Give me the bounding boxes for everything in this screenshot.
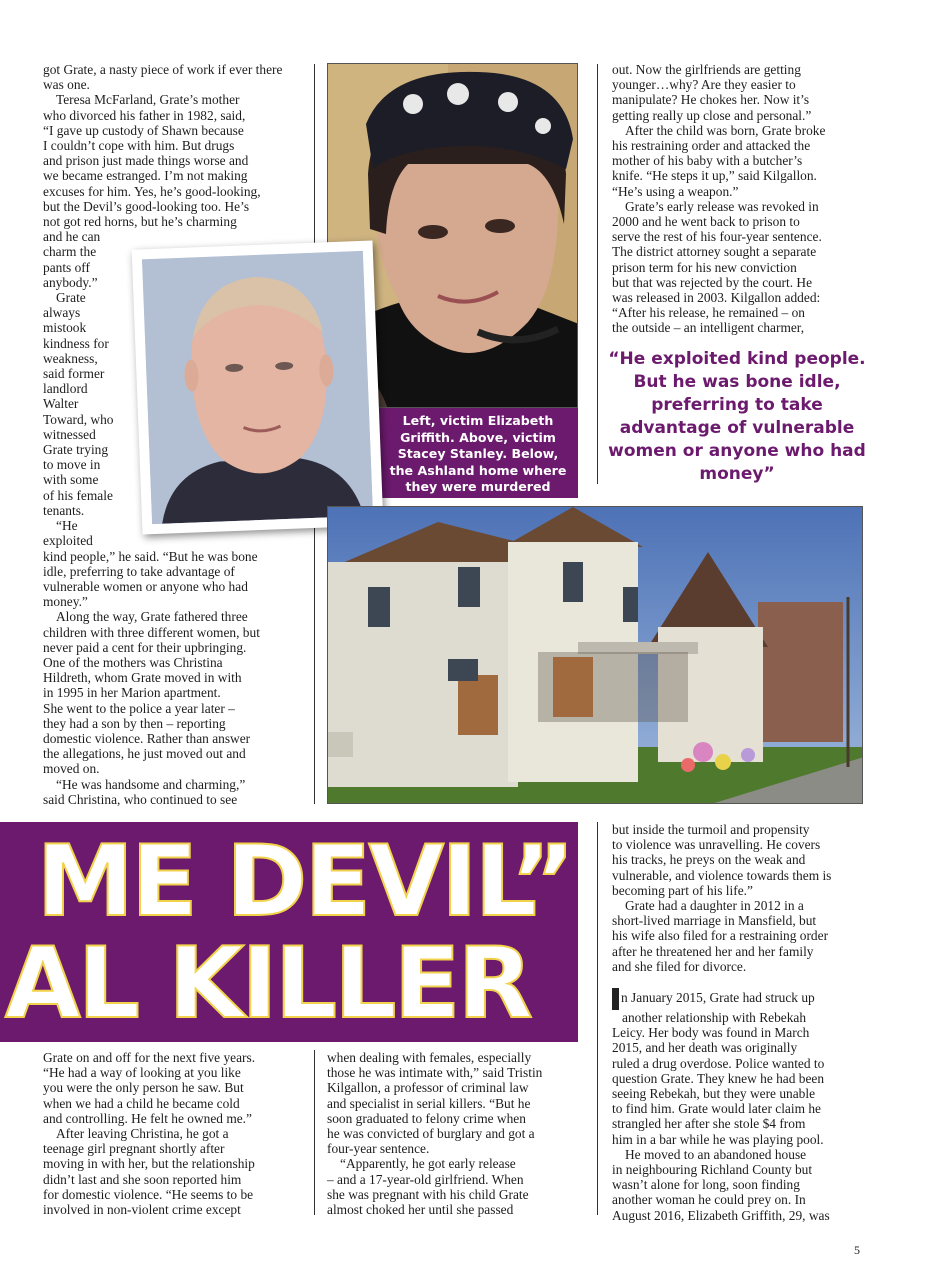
text-line: when we had a child he became cold	[43, 1095, 240, 1111]
text-line: never paid a cent for their upbringing.	[43, 639, 247, 655]
text-line: After leaving Christina, he got a	[56, 1126, 229, 1142]
pull-quote: “He exploited kind people. But he was bone idle, preferring to take advantage of vulnerable women or anyone who had money”	[608, 349, 866, 484]
text-line: charm the	[43, 244, 97, 260]
text-line: 2000 and he went back to prison to	[612, 214, 800, 230]
column-rule	[314, 1050, 315, 1215]
text-line: and she filed for divorce.	[612, 958, 747, 974]
text-line: Leicy. Her body was found in March	[612, 1025, 810, 1041]
text-line: involved in non-violent crime except	[43, 1202, 241, 1218]
text-line: another relationship with Rebekah	[622, 1010, 807, 1026]
text-line: Grate had a daughter in 2012 in a	[625, 898, 804, 914]
text-line: manipulate? He chokes her. Now it’s	[612, 92, 810, 108]
column-rule	[597, 822, 598, 1215]
headline-banner	[0, 822, 578, 1042]
text-line: excuses for him. Yes, he’s good-looking,	[43, 183, 261, 199]
text-line: Along the way, Grate fathered three	[56, 609, 248, 625]
text-line: the allegations, he just moved out and	[43, 746, 246, 762]
text-line: “He	[56, 518, 78, 534]
text-line: landlord	[43, 381, 88, 397]
text-line: “I gave up custody of Shawn because	[43, 122, 244, 138]
text-line: to violence was unravelling. He covers	[612, 837, 821, 853]
text-line: Grate’s early release was revoked in	[625, 198, 819, 214]
text-line: She went to the police a year later –	[43, 700, 235, 716]
text-line: of his female	[43, 487, 113, 503]
text-line: vulnerable, and violence towards them is	[612, 867, 832, 883]
text-line: money.”	[43, 594, 88, 610]
man-portrait-illustration	[142, 251, 373, 524]
text-line: serve the rest of his four-year sentence.	[612, 229, 822, 245]
text-line: weakness,	[43, 350, 98, 366]
text-line: another woman he could prey on. In	[612, 1192, 806, 1208]
article-column-3-top	[612, 62, 872, 336]
text-line: not got red horns, but he’s charming	[43, 214, 237, 230]
text-line: After the child was born, Grate broke	[625, 122, 826, 138]
text-line: his restraining order and attacked the	[612, 138, 811, 154]
text-line: got Grate, a nasty piece of work if ever there was one.	[43, 62, 283, 93]
text-line: becoming part of his life.”	[612, 882, 753, 898]
text-line	[612, 988, 874, 1010]
text-line: Grate	[56, 290, 86, 306]
text-line: Kilgallon, a professor of criminal law	[327, 1080, 529, 1096]
text-line: getting really up close and personal.”	[612, 107, 812, 123]
text-line: children with three different women, but	[43, 624, 260, 640]
text-line: the outside – an intelligent charmer,	[612, 320, 805, 336]
text-line: always	[43, 305, 81, 321]
text-line: One of the mothers was Christina	[43, 654, 223, 670]
text-line: Walter	[43, 396, 79, 412]
text-line: she was pregnant with his child Grate	[327, 1186, 529, 1202]
text-line: kindness for	[43, 335, 109, 351]
text-line: witnessed	[43, 426, 96, 442]
text-line: – and a 17-year-old girlfriend. When	[327, 1171, 524, 1187]
drop-cap-i	[612, 988, 619, 1010]
text-line: to move in	[43, 457, 101, 473]
text-line: with some	[43, 472, 99, 488]
grate-mugshot-frame	[132, 240, 384, 534]
headline-line-2: AL KILLER	[4, 927, 530, 1041]
text-line: Grate trying	[43, 442, 109, 458]
text-line: 2015, and her death was originally	[612, 1040, 798, 1056]
text-line: moving in with her, but the relationship	[43, 1156, 255, 1172]
text-line: Teresa McFarland, Grate’s mother	[56, 92, 240, 108]
text-line: in neighbouring Richland County but	[612, 1162, 813, 1178]
text-line: moved on.	[43, 761, 100, 777]
text-line: they had a son by then – reporting	[43, 715, 226, 731]
text-line: didn’t last and she soon reported him	[43, 1171, 242, 1187]
text-line: “He had a way of looking at you like	[43, 1065, 241, 1081]
text-line: after he threatened her and her family	[612, 943, 814, 959]
text-line: kind people,” he said. “But he was bone	[43, 548, 258, 564]
text-line: teenage girl pregnant shortly after	[43, 1141, 225, 1157]
text-line: you were the only person he saw. But	[43, 1080, 244, 1096]
text-line: in 1995 in her Marion apartment.	[43, 685, 221, 701]
text-line: him in a bar while he was playing pool.	[612, 1131, 824, 1147]
text-line: idle, preferring to take advantage of	[43, 563, 235, 579]
grate-mugshot	[142, 251, 373, 524]
text-line: short-lived marriage in Mansfield, but	[612, 913, 817, 929]
column-rule	[597, 64, 598, 484]
text-line: exploited	[43, 533, 93, 549]
text-line: tenants.	[43, 502, 85, 518]
text-line: “Apparently, he got early release	[340, 1156, 516, 1172]
text-line: said former	[43, 366, 105, 382]
text-line: wasn’t alone for long, soon finding	[612, 1177, 800, 1193]
text-line: four-year sentence.	[327, 1141, 430, 1157]
text-line: Toward, who	[43, 411, 114, 427]
text-line: but inside the turmoil and propensity	[612, 822, 810, 837]
text-line: and specialist in serial killers. “But he	[327, 1095, 531, 1111]
text-line: said Christina, who continued to see	[43, 791, 238, 807]
text-line: younger…why? Are they easier to	[612, 77, 796, 93]
text-line: but the Devil’s good-looking too. He’s	[43, 198, 250, 214]
text-line: when dealing with females, especially	[327, 1050, 532, 1065]
text-line: mistook	[43, 320, 87, 336]
text-line: and prison just made things worse and	[43, 153, 249, 169]
page-number: 5	[854, 1243, 860, 1257]
house-illustration	[328, 507, 863, 804]
text-line: domestic violence. Rather than answer	[43, 730, 251, 746]
text-line: I couldn’t cope with him. But drugs	[43, 138, 235, 154]
text-line: out. Now the girlfriends are getting	[612, 62, 801, 77]
text-line: he was convicted of burglary and got a	[327, 1126, 535, 1142]
text-line: but that was rejected by the court. He	[612, 274, 813, 290]
text-line: to find him. Grate would later claim he	[612, 1101, 821, 1117]
article-column-3-bottom	[612, 822, 874, 1223]
text-line: knife. “He steps it up,” said Kilgallon.	[612, 168, 817, 184]
text-line: “He’s using a weapon.”	[612, 183, 739, 199]
text-line: and controlling. He felt he owned me.”	[43, 1110, 252, 1126]
text-line: Hildreth, whom Grate moved in with	[43, 670, 242, 686]
text-line: pants off	[43, 259, 90, 275]
text-line: anybody.”	[43, 274, 98, 290]
text-line: soon graduated to felony crime when	[327, 1110, 526, 1126]
ashland-house-photo	[327, 506, 863, 804]
text-line: those he was intimate with,” said Tristin	[327, 1065, 543, 1081]
text-line: almost choked her until she passed	[327, 1202, 514, 1218]
text-line: we became estranged. I’m not making	[43, 168, 248, 184]
text-line: was released in 2003. Kilgallon added:	[612, 290, 821, 306]
text-line: for domestic violence. “He seems to be	[43, 1186, 254, 1202]
text-line: mother of his baby with a butcher’s	[612, 153, 803, 169]
text-line: The district attorney sought a separate	[612, 244, 817, 260]
text-line: “After his release, he remained – on	[612, 305, 805, 321]
text-line: question Grate. They knew he had been	[612, 1070, 825, 1086]
photo-caption: Left, victim Elizabeth Griffith. Above, victim Stacey Stanley. Below, the Ashland home where they were murdered	[378, 408, 578, 498]
article-column-2-bottom	[327, 1050, 589, 1217]
text-line: ruled a drug overdose. Police wanted to	[612, 1055, 825, 1071]
text-line: strangled her after she stole $4 from	[612, 1116, 806, 1132]
text-line: August 2016, Elizabeth Griffith, 29, was	[612, 1207, 830, 1223]
text-line: his tracks, he preys on the weak and	[612, 852, 806, 868]
text-line: He moved to an abandoned house	[625, 1146, 807, 1162]
text-line: his wife also filed for a restraining order	[612, 928, 829, 944]
text-line: prison term for his new conviction	[612, 259, 797, 275]
article-column-1-bottom	[43, 1050, 305, 1217]
text-line: Grate on and off for the next five years.	[43, 1050, 256, 1065]
text-line: who divorced his father in 1982, said,	[43, 107, 246, 123]
text-span: n January 2015, Grate had struck up	[621, 990, 815, 1006]
headline-line-1: ME DEVIL”	[36, 825, 572, 939]
text-line: vulnerable women or anyone who had	[43, 578, 248, 594]
text-line: seeing Rebekah, but they were unable	[612, 1086, 816, 1102]
text-line: “He was handsome and charming,”	[56, 776, 246, 792]
text-line: and he can	[43, 229, 101, 245]
